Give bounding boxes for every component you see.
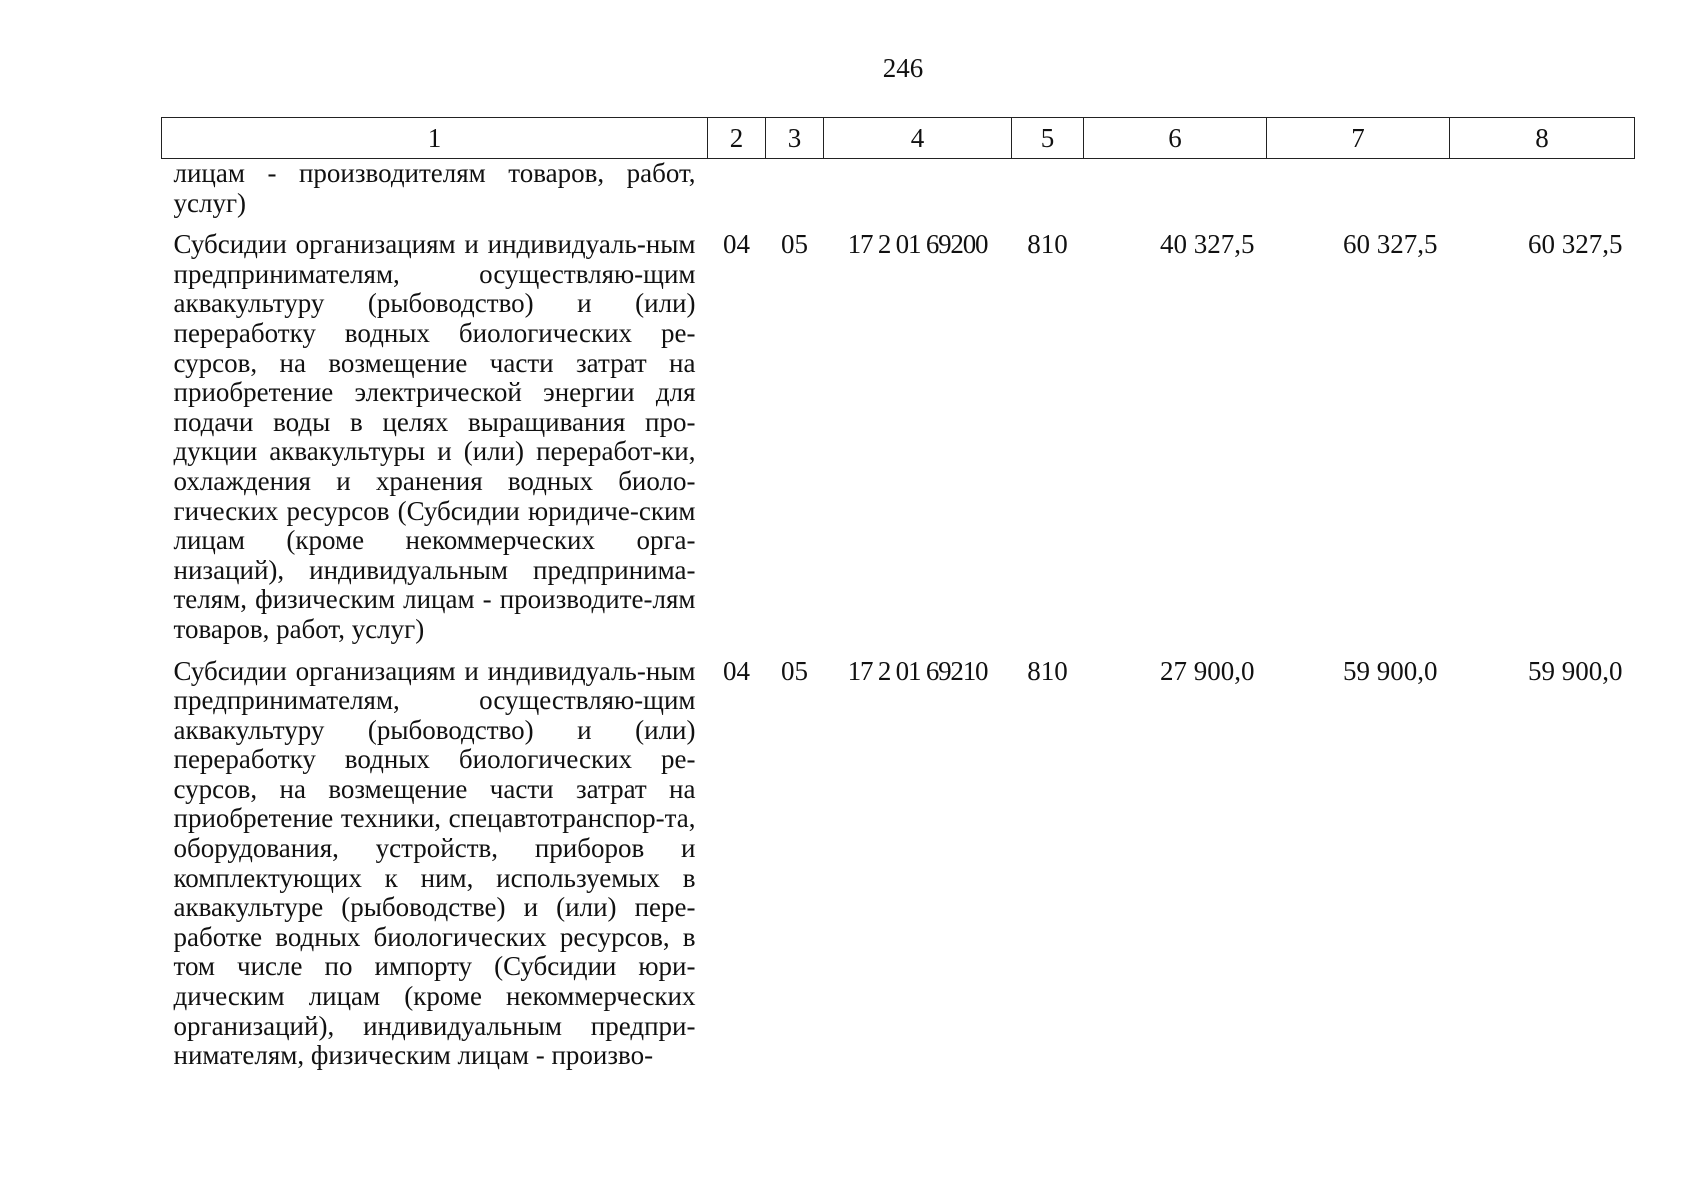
column-header-7: 7 [1267, 118, 1450, 159]
row-amount-col7 [1267, 159, 1450, 231]
row-target-code: 17 2 01 69200 [847, 229, 988, 260]
column-header-2: 2 [708, 118, 766, 159]
row-amount-col6: 40 327,5 [1160, 229, 1255, 260]
row-amount-col8: 60 327,5 [1528, 229, 1623, 260]
row-amount-col6: 27 900,0 [1160, 655, 1255, 686]
row-subsection-code [766, 159, 824, 231]
table-row [162, 159, 1635, 231]
row-section-code: 04 [723, 229, 750, 260]
row-subsection-code: 05 [781, 655, 808, 686]
table-row [162, 657, 1635, 1071]
row-amount-col8: 59 900,0 [1528, 655, 1623, 686]
row-expense-type: 810 [1027, 655, 1068, 686]
row-target-code [824, 159, 1012, 231]
table-header-row [162, 118, 1635, 159]
row-amount-col7: 60 327,5 [1343, 229, 1438, 260]
row-section-code [708, 159, 766, 231]
row-subsection-code: 05 [781, 229, 808, 260]
row-description: Субсидии организациям и индивидуаль-ным предпринимателям, осуществляю-щим аквакультуру (рыбоводство) и (или) переработку водных биологических ре-сурсов, на возмещение части затрат на приобретение электрической энергии для подачи воды в целях выращивания про-дукции аквакультуры и (или) переработ-ки, охлаждения и хранения водных биоло-гических ресурсов (Субсидии юридиче-ским лицам (кроме некоммерческих орга-низаций), индивидуальным предпринима-телям, физическим лицам - производите-лям товаров, работ, услуг) [173, 229, 696, 644]
row-target-code: 17 2 01 69210 [847, 655, 988, 686]
column-header-6: 6 [1084, 118, 1267, 159]
row-amount-col7: 59 900,0 [1343, 655, 1438, 686]
row-section-code: 04 [723, 655, 750, 686]
row-amount-col6 [1084, 159, 1267, 231]
column-header-4: 4 [824, 118, 1012, 159]
row-description: Субсидии организациям и индивидуаль-ным предпринимателям, осуществляю-щим аквакультуру (рыбоводство) и (или) переработку водных биологических ре-сурсов, на возмещение части затрат на приобретение техники, спецавтотранспор-та, оборудования, устройств, приборов и комплектующих к ним, используемых в аквакультуре (рыбоводстве) и (или) пере-работке водных биологических ресурсов, в том числе по импорту (Субсидии юри-дическим лицам (кроме некоммерческих организаций), индивидуальным предпри-нимателям, физическим лицам - произво- [173, 655, 696, 1071]
column-header-3: 3 [766, 118, 824, 159]
budget-table [161, 117, 1635, 1071]
row-expense-type: 810 [1027, 229, 1068, 260]
row-amount-col8 [1450, 159, 1635, 231]
column-header-1: 1 [162, 118, 708, 159]
row-description: лицам - производителям товаров, работ, услуг) [173, 158, 696, 218]
column-header-5: 5 [1012, 118, 1084, 159]
table-row [162, 230, 1635, 656]
page-number: 246 [882, 53, 924, 83]
row-expense-type [1012, 159, 1084, 231]
column-header-8: 8 [1450, 118, 1635, 159]
